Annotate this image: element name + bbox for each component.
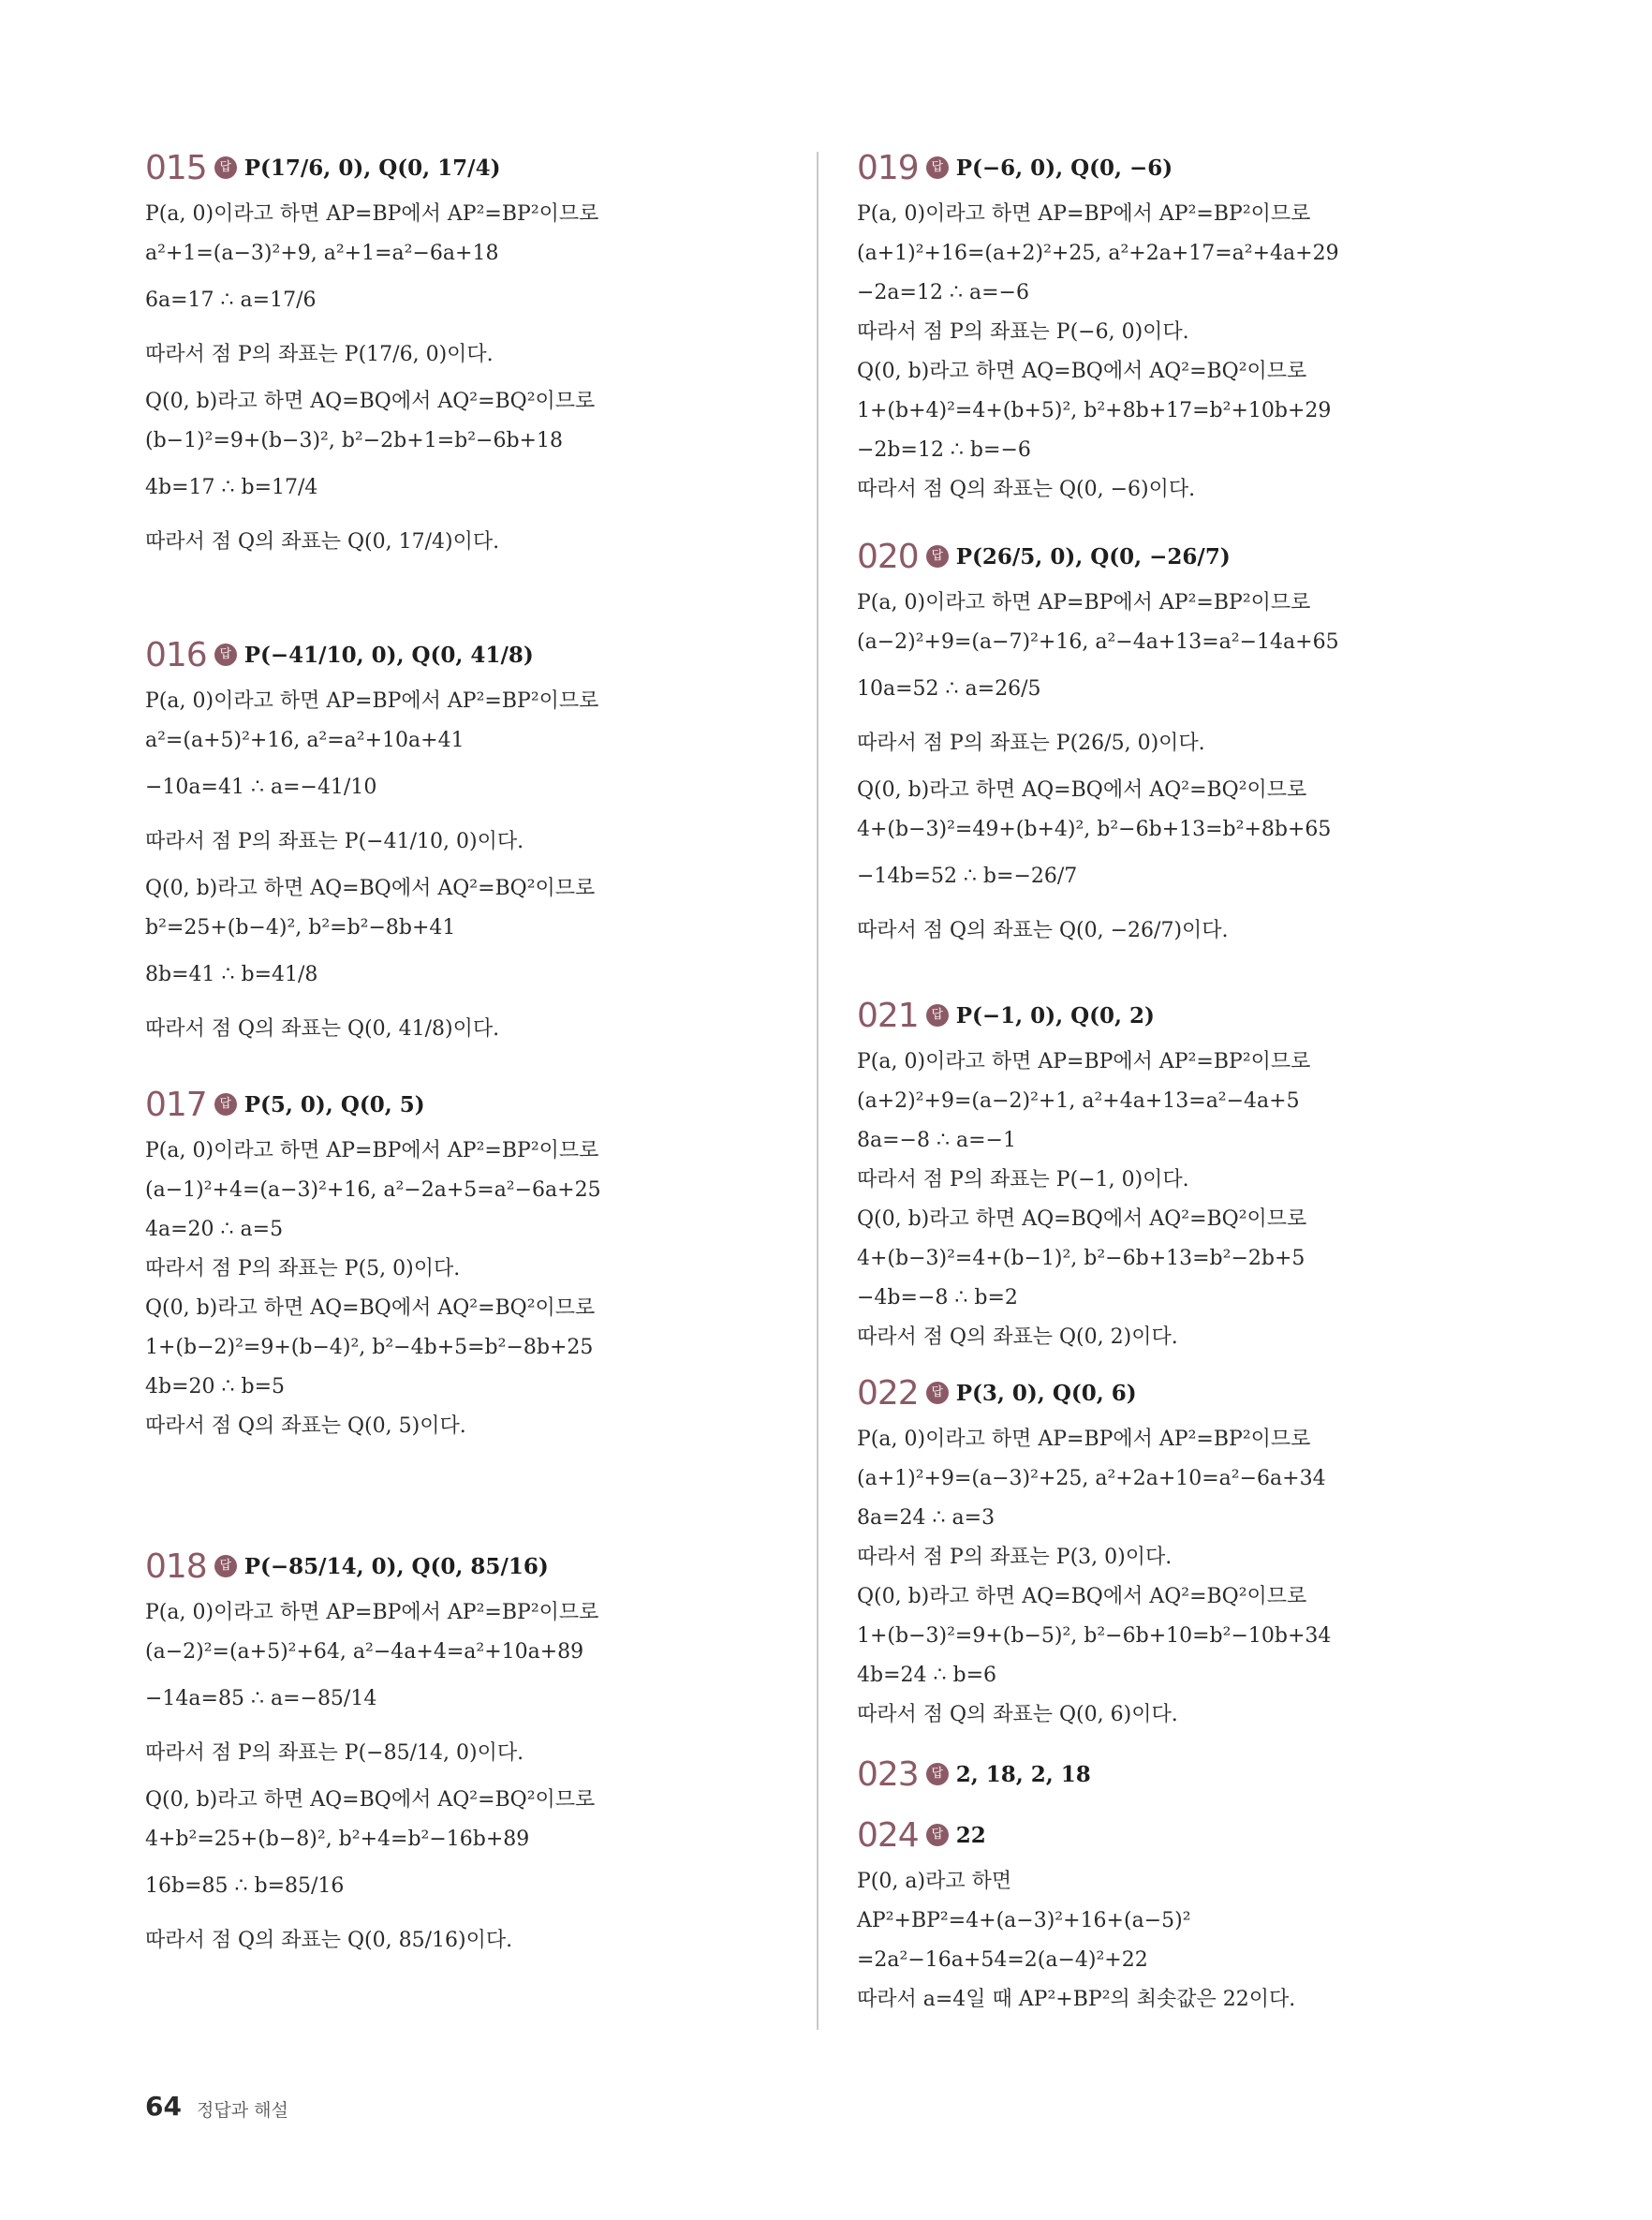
answer-badge-icon: 답 [214, 1093, 237, 1116]
solution-line: 따라서 점 P의 좌표는 P(−1, 0)이다. [857, 1168, 1189, 1191]
solution-line: 8a=−8 ∴ a=−1 [857, 1129, 1016, 1152]
solution-line: (a−2)²=(a+5)²+64, a²−4a+4=a²+10a+89 [145, 1640, 584, 1664]
problem-023 [857, 1747, 1419, 1801]
solution-line: 1+(b+4)²=4+(b+5)², b²+8b+17=b²+10b+29 [857, 399, 1332, 422]
solution-line: Q(0, b)라고 하면 AQ=BQ에서 AQ²=BQ²이므로 [145, 1788, 596, 1812]
solution-line: 따라서 a=4일 때 AP²+BP²의 최솟값은 22이다. [857, 1988, 1296, 2011]
answer-badge-icon: 답 [214, 644, 237, 666]
answer-badge-icon: 답 [926, 1763, 949, 1785]
solution-line: 4+(b−3)²=49+(b+4)², b²−6b+13=b²+8b+65 [857, 818, 1332, 841]
solution-line: −10a=41 ∴ a=−41/10 [145, 776, 377, 799]
solution-line: 따라서 점 Q의 좌표는 Q(0, 17/4)이다. [145, 530, 500, 554]
page-number: 64 [145, 2091, 182, 2122]
answer-badge-icon: 답 [926, 1824, 949, 1846]
problem-015 [145, 141, 707, 570]
solution-line: 4b=24 ∴ b=6 [857, 1664, 997, 1687]
problem-header [857, 1747, 1419, 1801]
solution-line: 따라서 점 Q의 좌표는 Q(0, 5)이다. [145, 1414, 466, 1438]
solution-line: a²=(a+5)²+16, a²=a²+10a+41 [145, 729, 465, 752]
answer-text: P(26/5, 0), Q(0, −26/7) [955, 543, 1231, 570]
solution-line: Q(0, b)라고 하면 AQ=BQ에서 AQ²=BQ²이므로 [857, 1585, 1307, 1608]
solution-line: 따라서 점 P의 좌표는 P(17/6, 0)이다. [145, 343, 494, 366]
problem-header [145, 1077, 707, 1132]
solution-line: 따라서 점 Q의 좌표는 Q(0, 6)이다. [857, 1703, 1178, 1726]
solution-line: P(a, 0)이라고 하면 AP=BP에서 AP²=BP²이므로 [857, 591, 1311, 614]
solution-line: Q(0, b)라고 하면 AQ=BQ에서 AQ²=BQ²이므로 [857, 778, 1307, 802]
solution-line: Q(0, b)라고 하면 AQ=BQ에서 AQ²=BQ²이므로 [145, 1296, 596, 1320]
solution-line: 10a=52 ∴ a=26/5 [857, 677, 1041, 701]
solution-line: b²=25+(b−4)², b²=b²−8b+41 [145, 916, 456, 940]
problem-017 [145, 1077, 707, 1446]
solution-line: (a−2)²+9=(a−7)²+16, a²−4a+13=a²−14a+65 [857, 630, 1339, 654]
solution-line: 8b=41 ∴ b=41/8 [145, 963, 318, 986]
solution-line: Q(0, b)라고 하면 AQ=BQ에서 AQ²=BQ²이므로 [857, 360, 1307, 383]
solution-line: 1+(b−2)²=9+(b−4)², b²−4b+5=b²−8b+25 [145, 1336, 594, 1359]
solution-line: −14a=85 ∴ a=−85/14 [145, 1687, 377, 1710]
solution-line: 1+(b−3)²=9+(b−5)², b²−6b+10=b²−10b+34 [857, 1624, 1332, 1648]
solution-line: 따라서 점 Q의 좌표는 Q(0, 2)이다. [857, 1325, 1178, 1349]
solution-line: Q(0, b)라고 하면 AQ=BQ에서 AQ²=BQ²이므로 [145, 390, 596, 413]
problem-number: 024 [857, 1815, 919, 1855]
problem-header [857, 529, 1419, 584]
solution-line: (b−1)²=9+(b−3)², b²−2b+1=b²−6b+18 [145, 429, 563, 452]
solution-line: (a−1)²+4=(a−3)²+16, a²−2a+5=a²−6a+25 [145, 1178, 601, 1202]
problem-020 [857, 529, 1419, 958]
problem-header [145, 1539, 707, 1593]
solution-line: −2b=12 ∴ b=−6 [857, 438, 1031, 462]
problem-019 [857, 141, 1419, 510]
solution-line: P(a, 0)이라고 하면 AP=BP에서 AP²=BP²이므로 [145, 689, 599, 713]
solution-line: 4b=17 ∴ b=17/4 [145, 476, 318, 499]
solution-line: P(a, 0)이라고 하면 AP=BP에서 AP²=BP²이므로 [145, 202, 599, 226]
answer-badge-icon: 답 [214, 1555, 237, 1577]
solution-line: P(a, 0)이라고 하면 AP=BP에서 AP²=BP²이므로 [857, 1050, 1311, 1073]
solution-line: 8a=24 ∴ a=3 [857, 1506, 996, 1530]
problem-header [857, 141, 1419, 195]
problem-header [857, 1366, 1419, 1420]
answer-text: 22 [955, 1822, 986, 1848]
solution-line: (a+2)²+9=(a−2)²+1, a²+4a+13=a²−4a+5 [857, 1089, 1300, 1113]
solution-line: 4b=20 ∴ b=5 [145, 1375, 286, 1399]
problem-header [857, 988, 1419, 1043]
problem-number: 016 [145, 635, 207, 674]
answer-text: P(−85/14, 0), Q(0, 85/16) [243, 1553, 549, 1579]
problem-header [145, 141, 707, 195]
problem-header [145, 628, 707, 682]
solution-line: 따라서 점 P의 좌표는 P(−6, 0)이다. [857, 320, 1189, 344]
solution-line: 6a=17 ∴ a=17/6 [145, 289, 317, 312]
problem-number: 019 [857, 148, 919, 187]
answer-badge-icon: 답 [926, 1004, 949, 1027]
solution-line: P(a, 0)이라고 하면 AP=BP에서 AP²=BP²이므로 [857, 202, 1311, 226]
footer-label: 정답과 해설 [197, 2100, 288, 2121]
solution-line: Q(0, b)라고 하면 AQ=BQ에서 AQ²=BQ²이므로 [145, 877, 596, 900]
solution-line: 따라서 점 P의 좌표는 P(−41/10, 0)이다. [145, 830, 524, 853]
solution-line: 따라서 점 Q의 좌표는 Q(0, −26/7)이다. [857, 919, 1229, 942]
problem-021 [857, 988, 1419, 1357]
solution-line: 따라서 점 Q의 좌표는 Q(0, 41/8)이다. [145, 1017, 500, 1041]
problem-header [857, 1808, 1419, 1862]
answer-badge-icon: 답 [926, 545, 949, 568]
problem-018 [145, 1539, 707, 1968]
answer-text: P(17/6, 0), Q(0, 17/4) [243, 155, 501, 181]
problem-022 [857, 1366, 1419, 1735]
solution-line: P(a, 0)이라고 하면 AP=BP에서 AP²=BP²이므로 [145, 1601, 599, 1624]
solution-line: −14b=52 ∴ b=−26/7 [857, 865, 1078, 888]
column-divider [817, 152, 819, 2030]
answer-text: 2, 18, 2, 18 [955, 1761, 1091, 1787]
problem-016 [145, 628, 707, 1057]
solution-line: −2a=12 ∴ a=−6 [857, 281, 1029, 304]
answer-badge-icon: 답 [926, 1382, 949, 1404]
problem-number: 021 [857, 996, 919, 1035]
problem-number: 023 [857, 1754, 919, 1794]
answer-badge-icon: 답 [926, 156, 949, 179]
problem-number: 017 [145, 1085, 207, 1124]
solution-line: 따라서 점 P의 좌표는 P(3, 0)이다. [857, 1546, 1173, 1569]
solution-line: 따라서 점 Q의 좌표는 Q(0, −6)이다. [857, 478, 1196, 501]
solution-line: (a+1)²+16=(a+2)²+25, a²+2a+17=a²+4a+29 [857, 242, 1339, 265]
answer-text: P(−1, 0), Q(0, 2) [955, 1002, 1155, 1029]
solution-line: 4+b²=25+(b−8)², b²+4=b²−16b+89 [145, 1828, 530, 1851]
solution-line: 따라서 점 P의 좌표는 P(−85/14, 0)이다. [145, 1741, 524, 1765]
problem-number: 020 [857, 537, 919, 576]
solution-line: P(a, 0)이라고 하면 AP=BP에서 AP²=BP²이므로 [857, 1428, 1311, 1451]
problem-number: 018 [145, 1547, 207, 1586]
solution-line: AP²+BP²=4+(a−3)²+16+(a−5)² [857, 1909, 1191, 1932]
problem-024 [857, 1808, 1419, 2020]
solution-line: −4b=−8 ∴ b=2 [857, 1286, 1018, 1310]
solution-line: a²+1=(a−3)²+9, a²+1=a²−6a+18 [145, 242, 499, 265]
answer-text: P(−41/10, 0), Q(0, 41/8) [243, 642, 534, 668]
answer-text: P(−6, 0), Q(0, −6) [955, 155, 1173, 181]
solution-line: P(a, 0)이라고 하면 AP=BP에서 AP²=BP²이므로 [145, 1139, 599, 1162]
solution-line: (a+1)²+9=(a−3)²+25, a²+2a+10=a²−6a+34 [857, 1467, 1326, 1490]
problem-number: 015 [145, 148, 207, 187]
solution-line: 따라서 점 P의 좌표는 P(5, 0)이다. [145, 1257, 461, 1280]
solution-line: 따라서 점 P의 좌표는 P(26/5, 0)이다. [857, 732, 1205, 755]
solution-line: Q(0, b)라고 하면 AQ=BQ에서 AQ²=BQ²이므로 [857, 1207, 1307, 1231]
solution-line: 4a=20 ∴ a=5 [145, 1218, 284, 1241]
solution-line: P(0, a)라고 하면 [857, 1870, 1012, 1893]
solution-line: 16b=85 ∴ b=85/16 [145, 1874, 345, 1898]
solution-line: =2a²−16a+54=2(a−4)²+22 [857, 1948, 1148, 1972]
answer-badge-icon: 답 [214, 156, 237, 179]
answer-text: P(3, 0), Q(0, 6) [955, 1380, 1137, 1406]
answer-text: P(5, 0), Q(0, 5) [243, 1091, 425, 1117]
solution-line: 4+(b−3)²=4+(b−1)², b²−6b+13=b²−2b+5 [857, 1247, 1305, 1270]
problem-number: 022 [857, 1373, 919, 1413]
solution-line: 따라서 점 Q의 좌표는 Q(0, 85/16)이다. [145, 1929, 513, 1952]
